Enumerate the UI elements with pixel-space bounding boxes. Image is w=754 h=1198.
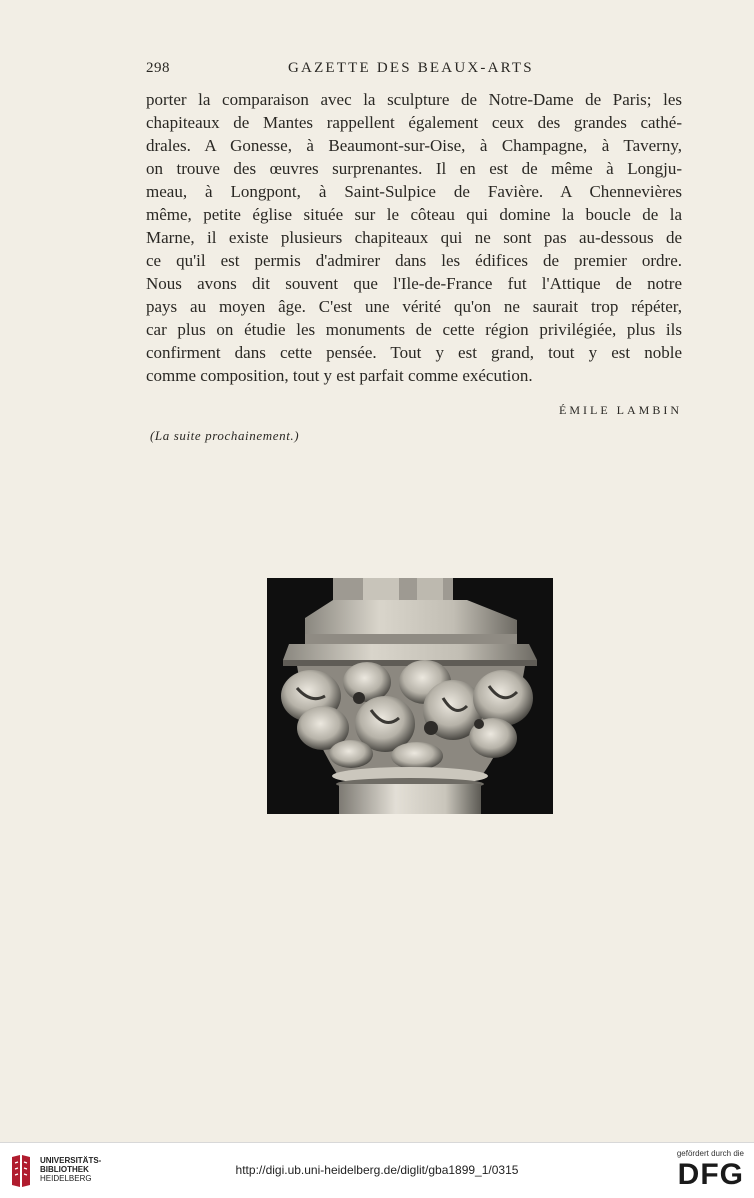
text-line: porter la comparaison avec la sculpture de Notre-Dame de Paris; les: [146, 90, 682, 109]
running-head: GAZETTE DES BEAUX-ARTS: [288, 60, 534, 76]
body-text: [146, 88, 682, 387]
text-line: ce qu'il est permis d'admirer dans les édifices de premier ordre.: [146, 251, 682, 270]
text-line: on trouve des œuvres surprenantes. Il en est de même à Longju-: [146, 159, 682, 178]
text-line: même, petite église située sur le côteau qui domine la boucle de la: [146, 205, 682, 224]
text-line: Marne, il existe plusieurs chapiteaux qui ne sont pas au-dessous de: [146, 228, 682, 247]
text-line: pays au moyen âge. C'est une vérité qu'on ne saurait trop répéter,: [146, 297, 682, 316]
university-library-name: UNIVERSITÄTS- BIBLIOTHEK HEIDELBERG: [40, 1156, 102, 1183]
continued-note: (La suite prochainement.): [150, 428, 300, 443]
text-line: car plus on étudie les monuments de cette région privilégiée, plus ils: [146, 320, 682, 339]
text-line: comme composition, tout y est parfait comme exécution.: [146, 366, 533, 385]
page-number: 298: [146, 60, 170, 76]
text-line: drales. A Gonesse, à Beaumont-sur-Oise, à Champagne, à Taverny,: [146, 136, 682, 155]
text-line: Nous avons dit souvent que l'Ile-de-France fut l'Attique de notre: [146, 274, 682, 293]
author-signature: ÉMILE LAMBIN: [559, 403, 682, 417]
footer-bar: [0, 1142, 754, 1198]
capital-photograph: [267, 578, 553, 814]
text-line: meau, à Longpont, à Saint-Sulpice de Favière. A Chennevières: [146, 182, 682, 201]
text-line: confirment dans cette pensée. Tout y est grand, tout y est noble: [146, 343, 682, 362]
text-line: chapiteaux de Mantes rappellent également ceux des grandes cathé-: [146, 113, 682, 132]
dfg-logo: DFG: [677, 1158, 744, 1191]
source-url-link[interactable]: http://digi.ub.uni-heidelberg.de/diglit/gba1899_1/0315: [235, 1163, 519, 1177]
sponsor-caption: gefördert durch die: [676, 1149, 744, 1158]
